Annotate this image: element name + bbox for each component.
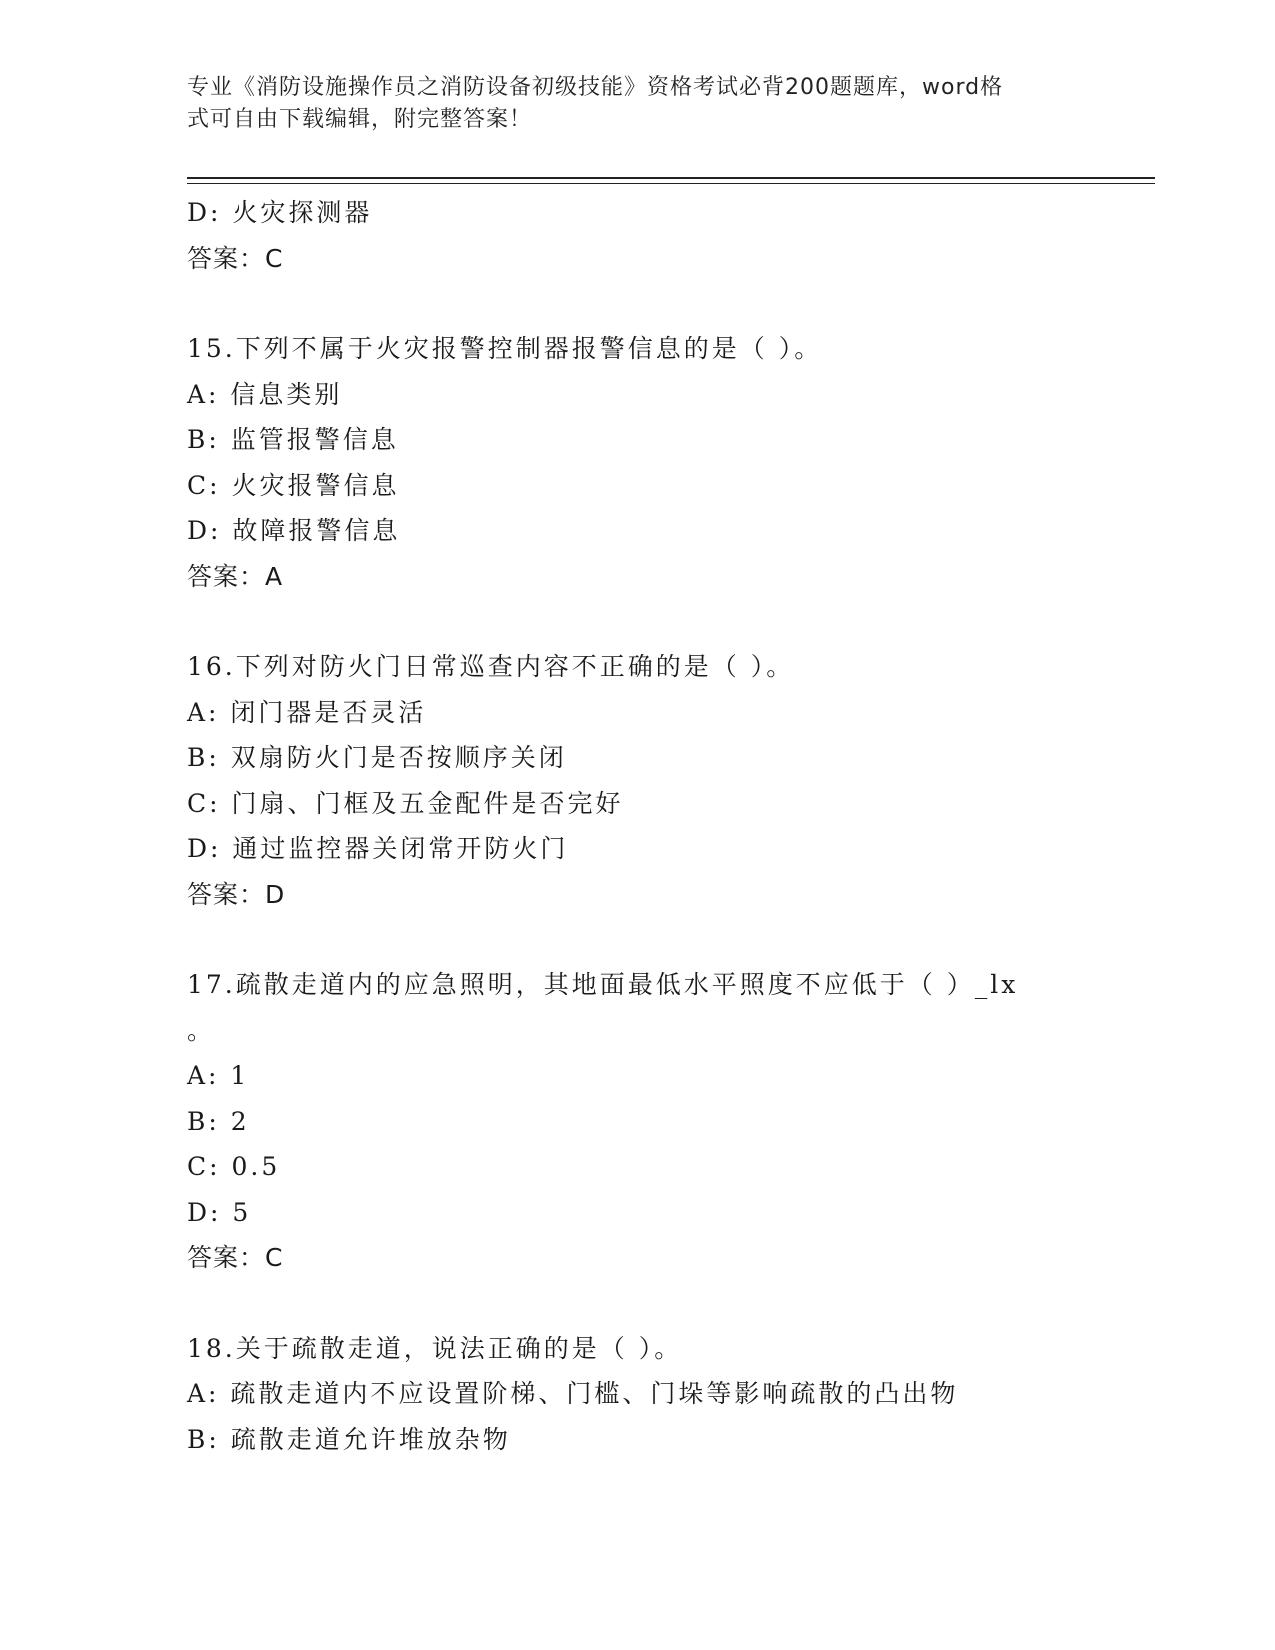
- option-d: D: 通过监控器关闭常开防火门: [187, 834, 569, 863]
- question-stem: 17.疏散走道内的应急照明，其地面最低水平照度不应低于（ ）_lx: [187, 970, 1019, 999]
- question-17: [187, 962, 1087, 1281]
- question-list: [187, 190, 1087, 1462]
- option-d: D: 火灾探测器: [187, 198, 373, 227]
- question-18: [187, 1326, 1087, 1463]
- question-stem: 15.下列不属于火灾报警控制器报警信息的是（ ）。: [187, 334, 823, 363]
- option-c: C: 0.5: [187, 1152, 281, 1181]
- option-c: C: 火灾报警信息: [187, 470, 400, 500]
- option-b: B: 双扇防火门是否按顺序关闭: [187, 743, 567, 772]
- option-d: D: 5: [187, 1197, 252, 1227]
- page-header: [187, 72, 1067, 136]
- question-stem: 18.关于疏散走道，说法正确的是（ ）。: [187, 1333, 683, 1363]
- previous-question-tail: [187, 190, 1087, 281]
- option-a: A: 信息类别: [187, 379, 343, 409]
- header-line-1: 专业《消防设施操作员之消防设备初级技能》资格考试必背200题题库，word格: [187, 75, 1004, 100]
- option-c: C: 门扇、门框及五金配件是否完好: [187, 788, 624, 818]
- answer-line: 答案：D: [187, 879, 286, 909]
- header-divider-thin: [187, 183, 1155, 184]
- option-a: A: 疏散走道内不应设置阶梯、门槛、门垛等影响疏散的凸出物: [187, 1379, 959, 1408]
- option-b: B: 监管报警信息: [187, 425, 399, 454]
- answer-line: 答案：C: [187, 243, 284, 273]
- option-b: B: 2: [187, 1106, 250, 1136]
- header-divider-thick: [187, 177, 1155, 179]
- option-a: A: 1: [187, 1061, 250, 1090]
- option-b: B: 疏散走道允许堆放杂物: [187, 1424, 511, 1454]
- option-d: D: 故障报警信息: [187, 516, 401, 545]
- question-stem: 16.下列对防火门日常巡查内容不正确的是（ ）。: [187, 652, 795, 681]
- header-line-2: 式可自由下载编辑，附完整答案！: [187, 107, 533, 132]
- option-a: A: 闭门器是否灵活: [187, 697, 427, 727]
- question-stem-continuation: 。: [187, 1015, 216, 1045]
- answer-line: 答案：A: [187, 561, 284, 591]
- question-16: [187, 644, 1087, 917]
- answer-line: 答案：C: [187, 1243, 284, 1272]
- question-15: [187, 326, 1087, 599]
